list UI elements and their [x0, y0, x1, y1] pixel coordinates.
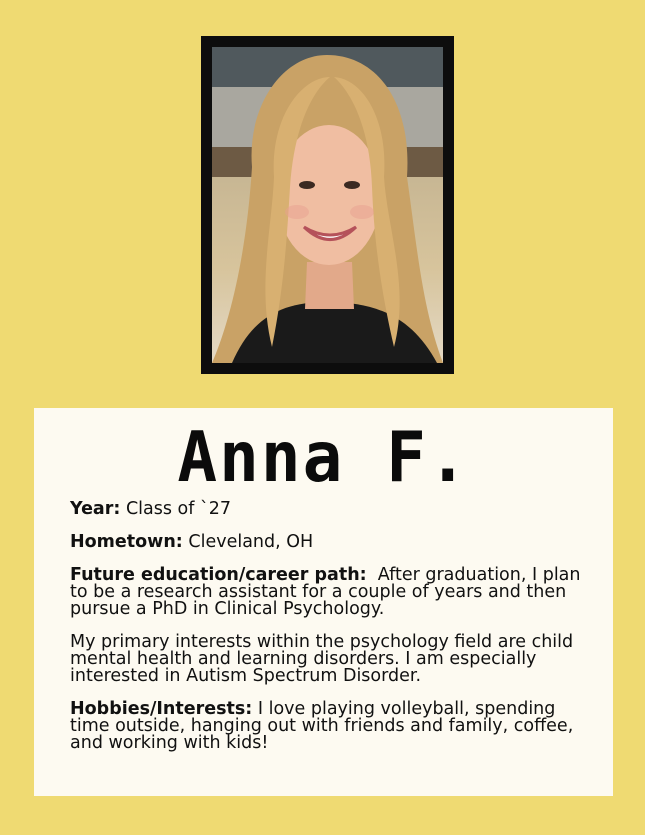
- year-label: Year:: [70, 499, 121, 519]
- profile-card: [34, 408, 613, 796]
- profile-name: Anna F.: [177, 417, 470, 498]
- portrait-photo: [212, 47, 443, 363]
- hobbies-label: Hobbies/Interests:: [70, 699, 253, 719]
- hometown-value: Cleveland, OH: [182, 532, 314, 552]
- hobbies-value: I love playing volleyball, spending time outside, hanging out with friends and family, coffee, and working with kids!: [70, 699, 574, 753]
- career-line: [70, 565, 587, 619]
- year-value: Class of `27: [120, 499, 231, 519]
- hometown-line: [70, 534, 582, 551]
- photo-frame: [201, 36, 454, 374]
- hometown-label: Hometown:: [70, 532, 183, 552]
- portrait-illustration: [212, 47, 443, 363]
- hobbies-line: [70, 701, 582, 752]
- profile-details: [70, 499, 587, 768]
- career-value: After graduation, I plan to be a research assistant for a couple of years and then pursue a PhD in Clinical Psychology.: [70, 565, 587, 619]
- interests-paragraph: My primary interests within the psychology field are child mental health and learning disorders. I am especially interested in Autism Spectrum Disorder.: [70, 632, 574, 686]
- year-line: [70, 501, 582, 518]
- career-label: Future education/career path:: [70, 565, 367, 585]
